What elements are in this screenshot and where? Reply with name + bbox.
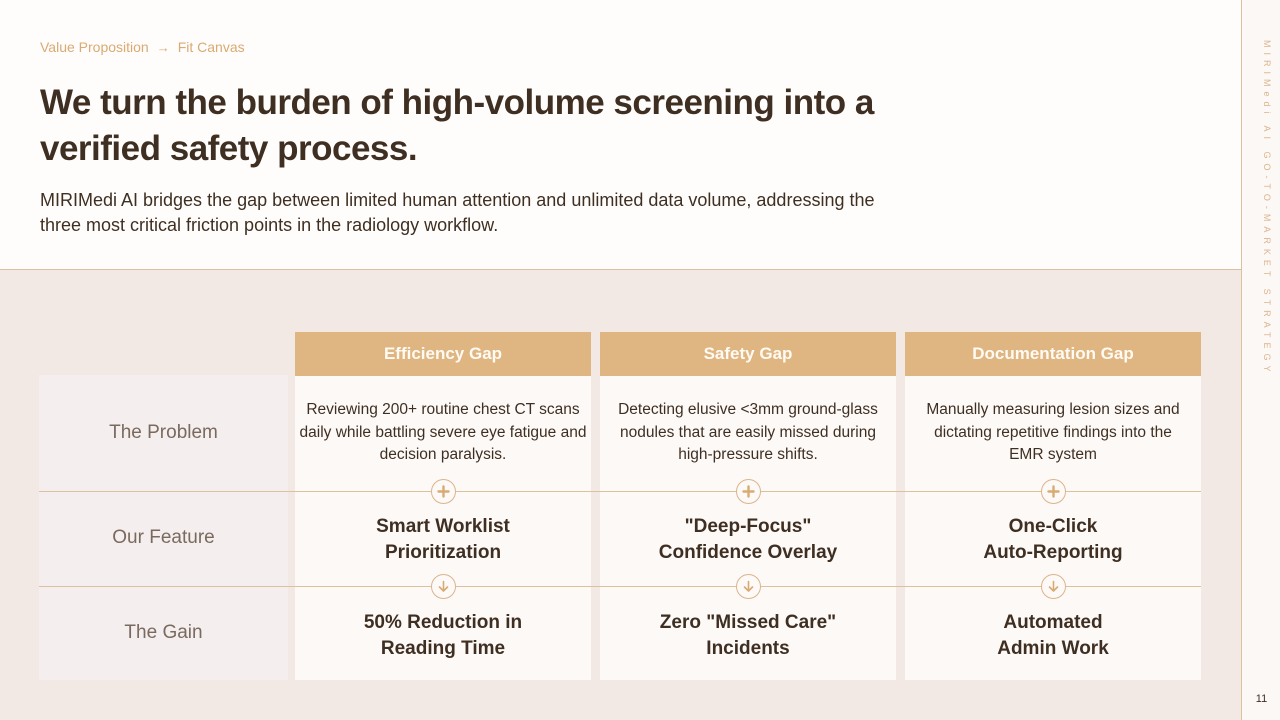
arrow-down-circle-icon — [1041, 574, 1066, 599]
breadcrumb — [40, 39, 245, 55]
plus-circle-icon — [736, 479, 761, 504]
breadcrumb-page: Fit Canvas — [177, 39, 245, 55]
feature-line: "Deep-Focus" — [684, 516, 812, 537]
row-label-gain: The Gain — [124, 622, 203, 643]
column-header-documentation: Documentation Gap — [905, 332, 1201, 376]
page-title: We turn the burden of high-volume screening into a verified safety process. — [40, 83, 874, 168]
header-section — [0, 0, 1241, 270]
problem-text-documentation: Manually measuring lesion sizes and dictating repetitive findings into the EMR system — [926, 401, 1180, 463]
plus-circle-icon — [431, 479, 456, 504]
feature-line: Smart Worklist — [376, 516, 510, 537]
page-number: 11 — [1255, 693, 1268, 705]
feature-documentation — [905, 514, 1201, 566]
gain-line: Reading Time — [380, 638, 506, 659]
page-subtitle: MIRIMedi AI bridges the gap between limited human attention and unlimited data volume, addressing the three most critical friction points in the radiology workflow. — [40, 190, 875, 235]
row-label-feature: Our Feature — [112, 527, 215, 548]
gain-line: Admin Work — [997, 638, 1109, 659]
problem-text-safety: Detecting elusive <3mm ground-glass nodules that are easily missed during high-pressure shifts. — [618, 401, 878, 463]
feature-line: Auto-Reporting — [983, 542, 1123, 563]
gain-line: Zero "Missed Care" — [659, 612, 837, 633]
row-divider — [39, 586, 1201, 587]
gain-line: 50% Reduction in — [363, 612, 523, 633]
feature-line: One-Click — [1008, 516, 1098, 537]
problem-text-efficiency: Reviewing 200+ routine chest CT scans daily while battling severe eye fatigue and decision paralysis. — [299, 401, 587, 463]
gain-line: Incidents — [706, 638, 790, 659]
gain-line: Automated — [1003, 612, 1103, 633]
plus-circle-icon — [1041, 479, 1066, 504]
row-label-problem: The Problem — [109, 422, 218, 443]
column-header-safety: Safety Gap — [600, 332, 896, 376]
gain-documentation — [905, 610, 1201, 662]
side-rail — [1241, 0, 1280, 720]
rail-title: MIRIMedi AI GO-TO-MARKET STRATEGY — [1262, 40, 1272, 377]
row-divider — [39, 491, 1201, 492]
feature-safety — [600, 514, 896, 566]
breadcrumb-section[interactable]: Value Proposition — [40, 39, 149, 55]
arrow-down-circle-icon — [431, 574, 456, 599]
arrow-right-icon: → — [156, 39, 170, 55]
gain-efficiency — [295, 610, 591, 662]
column-header-efficiency: Efficiency Gap — [295, 332, 591, 376]
gain-safety — [600, 610, 896, 662]
arrow-down-circle-icon — [736, 574, 761, 599]
feature-efficiency — [295, 514, 591, 566]
feature-line: Confidence Overlay — [658, 542, 838, 563]
feature-line: Prioritization — [384, 542, 502, 563]
